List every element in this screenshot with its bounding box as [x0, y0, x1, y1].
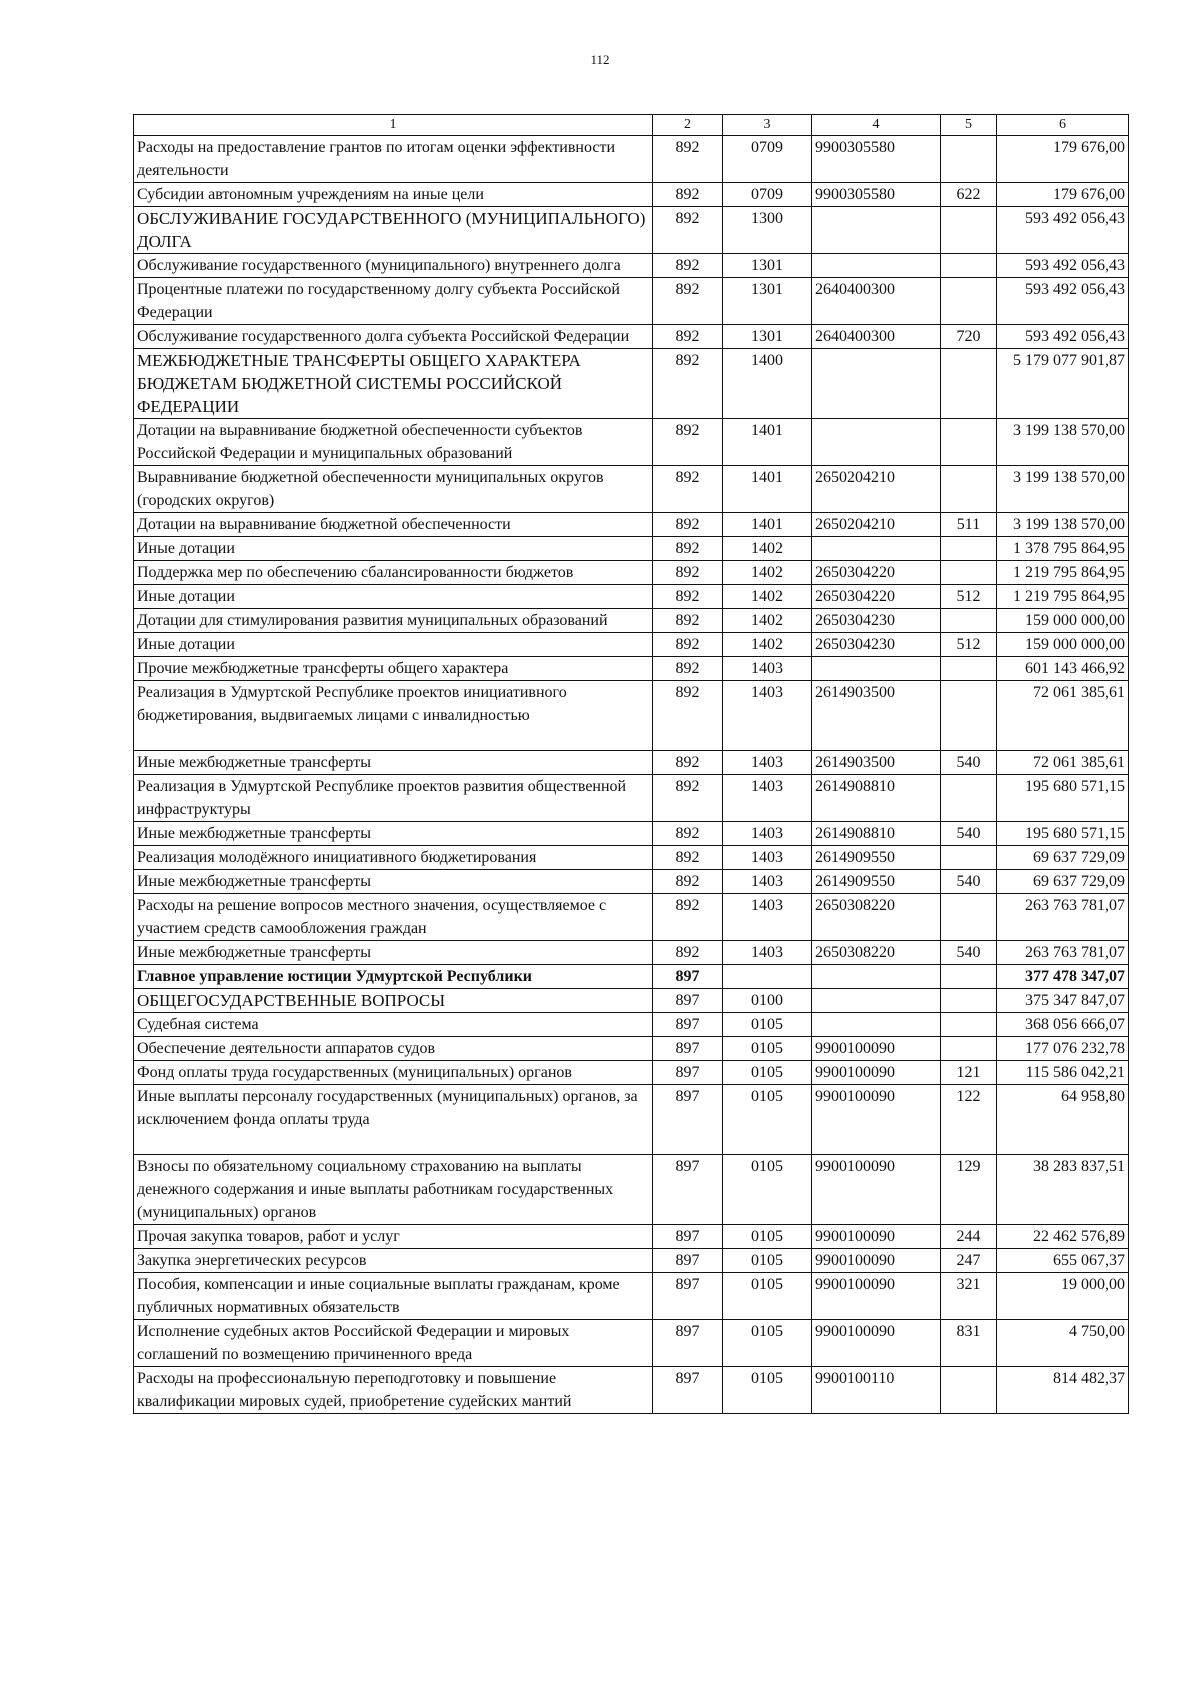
row-name: Обслуживание государственного (муниципального) внутреннего долга: [134, 254, 653, 278]
section-code: 0105: [723, 1225, 812, 1249]
amount: 195 680 571,15: [997, 775, 1129, 822]
table-row: [134, 254, 1129, 278]
row-name: Иные межбюджетные трансферты: [134, 822, 653, 846]
table-row: [134, 136, 1129, 183]
table-row: [134, 894, 1129, 941]
amount: 3 199 138 570,00: [997, 513, 1129, 537]
table-row: [134, 419, 1129, 466]
ministry-code: 892: [653, 349, 723, 419]
amount: 263 763 781,07: [997, 941, 1129, 965]
table-row: [134, 1013, 1129, 1037]
row-name: Реализация молодёжного инициативного бюджетирования: [134, 846, 653, 870]
ministry-code: 892: [653, 585, 723, 609]
target-article: 9900100110: [812, 1367, 941, 1414]
target-article: 2614903500: [812, 751, 941, 775]
expense-type: [941, 207, 997, 254]
ministry-code: 897: [653, 1273, 723, 1320]
target-article: 2640400300: [812, 278, 941, 325]
row-name: Прочие межбюджетные трансферты общего характера: [134, 657, 653, 681]
amount: 368 056 666,07: [997, 1013, 1129, 1037]
row-name: Иные межбюджетные трансферты: [134, 870, 653, 894]
ministry-code: 892: [653, 775, 723, 822]
ministry-code: 892: [653, 207, 723, 254]
expense-type: 244: [941, 1225, 997, 1249]
amount: 22 462 576,89: [997, 1225, 1129, 1249]
expense-type: 511: [941, 513, 997, 537]
table-row: [134, 325, 1129, 349]
amount: 177 076 232,78: [997, 1037, 1129, 1061]
target-article: 9900305580: [812, 136, 941, 183]
ministry-code: 892: [653, 822, 723, 846]
table-row: [134, 466, 1129, 513]
table-row: [134, 1085, 1129, 1155]
page-number: 112: [590, 52, 610, 67]
ministry-code: 897: [653, 1013, 723, 1037]
table-row: [134, 1320, 1129, 1367]
amount: 19 000,00: [997, 1273, 1129, 1320]
row-name: Расходы на решение вопросов местного значения, осуществляемое с участием средств самообложения граждан: [134, 894, 653, 941]
target-article: 2650304220: [812, 585, 941, 609]
section-code: 0105: [723, 1249, 812, 1273]
amount: 3 199 138 570,00: [997, 419, 1129, 466]
ministry-code: 892: [653, 751, 723, 775]
expense-type: [941, 419, 997, 466]
budget-table: [133, 114, 1129, 1414]
target-article: 9900100090: [812, 1249, 941, 1273]
section-code: 1401: [723, 419, 812, 466]
target-article: 9900100090: [812, 1037, 941, 1061]
table-row: [134, 822, 1129, 846]
section-code: 0709: [723, 136, 812, 183]
table-row: [134, 207, 1129, 254]
amount: 593 492 056,43: [997, 278, 1129, 325]
row-name: Обслуживание государственного долга субъекта Российской Федерации: [134, 325, 653, 349]
ministry-code: 897: [653, 1085, 723, 1155]
column-header: 1: [134, 115, 653, 136]
amount: 1 378 795 864,95: [997, 537, 1129, 561]
ministry-code: 897: [653, 1155, 723, 1225]
ministry-code: 897: [653, 989, 723, 1013]
expense-type: [941, 989, 997, 1013]
expense-type: [941, 349, 997, 419]
ministry-code: 897: [653, 1249, 723, 1273]
row-name: Субсидии автономным учреждениям на иные цели: [134, 183, 653, 207]
row-name: Дотации на выравнивание бюджетной обеспеченности: [134, 513, 653, 537]
row-name: МЕЖБЮДЖЕТНЫЕ ТРАНСФЕРТЫ ОБЩЕГО ХАРАКТЕРА БЮДЖЕТАМ БЮДЖЕТНОЙ СИСТЕМЫ РОССИЙСКОЙ ФЕДЕРАЦИИ: [134, 349, 653, 419]
target-article: 2650308220: [812, 941, 941, 965]
table-row: [134, 609, 1129, 633]
table-row: [134, 751, 1129, 775]
table-row: [134, 681, 1129, 751]
target-article: 2650308220: [812, 894, 941, 941]
expense-type: 540: [941, 751, 997, 775]
ministry-code: 892: [653, 537, 723, 561]
amount: 5 179 077 901,87: [997, 349, 1129, 419]
table-row: [134, 513, 1129, 537]
row-name: Поддержка мер по обеспечению сбалансированности бюджетов: [134, 561, 653, 585]
section-code: 1402: [723, 633, 812, 657]
table-row: [134, 941, 1129, 965]
table-row: [134, 1273, 1129, 1320]
ministry-code: 892: [653, 941, 723, 965]
expense-type: [941, 1037, 997, 1061]
row-name: Взносы по обязательному социальному страхованию на выплаты денежного содержания и иные выплаты работникам государственных (муниципальных) органов: [134, 1155, 653, 1225]
row-name: Главное управление юстиции Удмуртской Республики: [134, 965, 653, 989]
section-code: 1300: [723, 207, 812, 254]
expense-type: 512: [941, 633, 997, 657]
ministry-code: 892: [653, 513, 723, 537]
row-name: Исполнение судебных актов Российской Федерации и мировых соглашений по возмещению причиненного вреда: [134, 1320, 653, 1367]
ministry-code: 897: [653, 1367, 723, 1414]
expense-type: [941, 965, 997, 989]
amount: 64 958,80: [997, 1085, 1129, 1155]
expense-type: [941, 136, 997, 183]
section-code: 1301: [723, 254, 812, 278]
table-row: [134, 349, 1129, 419]
table-row: [134, 965, 1129, 989]
section-code: 1403: [723, 822, 812, 846]
ministry-code: 897: [653, 1225, 723, 1249]
ministry-code: 892: [653, 561, 723, 585]
section-code: 1301: [723, 278, 812, 325]
table-row: [134, 989, 1129, 1013]
row-name: Реализация в Удмуртской Республике проектов инициативного бюджетирования, выдвигаемых лицами с инвалидностью: [134, 681, 653, 751]
target-article: [812, 349, 941, 419]
table-row: [134, 1225, 1129, 1249]
section-code: 0105: [723, 1085, 812, 1155]
expense-type: [941, 846, 997, 870]
amount: 375 347 847,07: [997, 989, 1129, 1013]
ministry-code: 892: [653, 609, 723, 633]
ministry-code: 897: [653, 965, 723, 989]
section-code: 0100: [723, 989, 812, 1013]
section-code: 0105: [723, 1367, 812, 1414]
target-article: [812, 965, 941, 989]
ministry-code: 892: [653, 846, 723, 870]
table-row: [134, 775, 1129, 822]
target-article: 2640400300: [812, 325, 941, 349]
section-code: 0709: [723, 183, 812, 207]
expense-type: 540: [941, 822, 997, 846]
amount: 195 680 571,15: [997, 822, 1129, 846]
table-row: [134, 633, 1129, 657]
expense-type: 121: [941, 1061, 997, 1085]
expense-type: [941, 1367, 997, 1414]
row-name: Реализация в Удмуртской Республике проектов развития общественной инфраструктуры: [134, 775, 653, 822]
target-article: [812, 254, 941, 278]
target-article: 2614909550: [812, 870, 941, 894]
expense-type: [941, 609, 997, 633]
section-code: 0105: [723, 1155, 812, 1225]
amount: 69 637 729,09: [997, 846, 1129, 870]
expense-type: [941, 278, 997, 325]
ministry-code: 897: [653, 1061, 723, 1085]
row-name: Иные дотации: [134, 633, 653, 657]
column-header: 5: [941, 115, 997, 136]
table-row: [134, 1037, 1129, 1061]
table-row: [134, 1249, 1129, 1273]
amount: 655 067,37: [997, 1249, 1129, 1273]
amount: 1 219 795 864,95: [997, 585, 1129, 609]
expense-type: 247: [941, 1249, 997, 1273]
target-article: [812, 657, 941, 681]
section-code: 1301: [723, 325, 812, 349]
expense-type: 540: [941, 870, 997, 894]
target-article: 9900100090: [812, 1085, 941, 1155]
column-header: 3: [723, 115, 812, 136]
amount: 601 143 466,92: [997, 657, 1129, 681]
amount: 593 492 056,43: [997, 325, 1129, 349]
section-code: 1402: [723, 561, 812, 585]
row-name: Расходы на профессиональную переподготовку и повышение квалификации мировых судей, приобретение судейских мантий: [134, 1367, 653, 1414]
section-code: 1400: [723, 349, 812, 419]
row-name: Дотации для стимулирования развития муниципальных образований: [134, 609, 653, 633]
target-article: [812, 989, 941, 1013]
target-article: 2650304230: [812, 609, 941, 633]
section-code: 0105: [723, 1061, 812, 1085]
row-name: Закупка энергетических ресурсов: [134, 1249, 653, 1273]
target-article: 2614903500: [812, 681, 941, 751]
amount: 72 061 385,61: [997, 751, 1129, 775]
target-article: 2614908810: [812, 775, 941, 822]
expense-type: [941, 681, 997, 751]
section-code: 1403: [723, 894, 812, 941]
ministry-code: 892: [653, 633, 723, 657]
column-number-row: [134, 115, 1129, 136]
expense-type: [941, 466, 997, 513]
ministry-code: 892: [653, 419, 723, 466]
target-article: 9900100090: [812, 1320, 941, 1367]
ministry-code: 897: [653, 1037, 723, 1061]
section-code: 1402: [723, 537, 812, 561]
row-name: Процентные платежи по государственному долгу субъекта Российской Федерации: [134, 278, 653, 325]
table-row: [134, 585, 1129, 609]
target-article: [812, 537, 941, 561]
row-name: Дотации на выравнивание бюджетной обеспеченности субъектов Российской Федерации и муниципальных образований: [134, 419, 653, 466]
row-name: Прочая закупка товаров, работ и услуг: [134, 1225, 653, 1249]
row-name: Судебная система: [134, 1013, 653, 1037]
row-name: ОБСЛУЖИВАНИЕ ГОСУДАРСТВЕННОГО (МУНИЦИПАЛЬНОГО) ДОЛГА: [134, 207, 653, 254]
target-article: [812, 207, 941, 254]
section-code: 1402: [723, 609, 812, 633]
table-row: [134, 1061, 1129, 1085]
amount: 814 482,37: [997, 1367, 1129, 1414]
amount: 69 637 729,09: [997, 870, 1129, 894]
section-code: 1403: [723, 846, 812, 870]
section-code: 0105: [723, 1037, 812, 1061]
amount: 38 283 837,51: [997, 1155, 1129, 1225]
section-code: 1401: [723, 466, 812, 513]
table-row: [134, 537, 1129, 561]
target-article: 2614909550: [812, 846, 941, 870]
section-code: 1403: [723, 941, 812, 965]
target-article: 9900100090: [812, 1273, 941, 1320]
amount: 593 492 056,43: [997, 207, 1129, 254]
ministry-code: 892: [653, 681, 723, 751]
target-article: 2650204210: [812, 466, 941, 513]
amount: 1 219 795 864,95: [997, 561, 1129, 585]
section-code: [723, 965, 812, 989]
row-name: Иные межбюджетные трансферты: [134, 941, 653, 965]
section-code: 1403: [723, 775, 812, 822]
amount: 3 199 138 570,00: [997, 466, 1129, 513]
amount: 179 676,00: [997, 136, 1129, 183]
expense-type: [941, 537, 997, 561]
row-name: ОБЩЕГОСУДАРСТВЕННЫЕ ВОПРОСЫ: [134, 989, 653, 1013]
table-row: [134, 1367, 1129, 1414]
expense-type: [941, 561, 997, 585]
row-name: Выравнивание бюджетной обеспеченности муниципальных округов (городских округов): [134, 466, 653, 513]
expense-type: 122: [941, 1085, 997, 1155]
target-article: 9900100090: [812, 1155, 941, 1225]
target-article: 2650304230: [812, 633, 941, 657]
row-name: Пособия, компенсации и иные социальные выплаты гражданам, кроме публичных нормативных обязательств: [134, 1273, 653, 1320]
column-header: 4: [812, 115, 941, 136]
amount: 159 000 000,00: [997, 633, 1129, 657]
expense-type: 512: [941, 585, 997, 609]
target-article: 2650304220: [812, 561, 941, 585]
expense-type: [941, 254, 997, 278]
expense-type: 321: [941, 1273, 997, 1320]
section-code: 1401: [723, 513, 812, 537]
table-row: [134, 561, 1129, 585]
section-code: 1403: [723, 751, 812, 775]
ministry-code: 892: [653, 254, 723, 278]
section-code: 1403: [723, 681, 812, 751]
ministry-code: 892: [653, 278, 723, 325]
expense-type: [941, 1013, 997, 1037]
target-article: 9900305580: [812, 183, 941, 207]
table-row: [134, 278, 1129, 325]
target-article: 2614908810: [812, 822, 941, 846]
amount: 593 492 056,43: [997, 254, 1129, 278]
section-code: 0105: [723, 1013, 812, 1037]
column-header: 2: [653, 115, 723, 136]
expense-type: 540: [941, 941, 997, 965]
amount: 263 763 781,07: [997, 894, 1129, 941]
expense-type: 831: [941, 1320, 997, 1367]
amount: 159 000 000,00: [997, 609, 1129, 633]
table-row: [134, 846, 1129, 870]
expense-type: 622: [941, 183, 997, 207]
amount: 179 676,00: [997, 183, 1129, 207]
table-row: [134, 1155, 1129, 1225]
ministry-code: 892: [653, 136, 723, 183]
row-name: Иные дотации: [134, 585, 653, 609]
expense-type: [941, 894, 997, 941]
section-code: 1403: [723, 657, 812, 681]
target-article: 2650204210: [812, 513, 941, 537]
target-article: [812, 1013, 941, 1037]
table-row: [134, 657, 1129, 681]
ministry-code: 892: [653, 894, 723, 941]
section-code: 0105: [723, 1273, 812, 1320]
expense-type: [941, 657, 997, 681]
row-name: Иные межбюджетные трансферты: [134, 751, 653, 775]
target-article: 9900100090: [812, 1061, 941, 1085]
amount: 377 478 347,07: [997, 965, 1129, 989]
ministry-code: 892: [653, 657, 723, 681]
section-code: 1403: [723, 870, 812, 894]
ministry-code: 892: [653, 870, 723, 894]
expense-type: [941, 775, 997, 822]
ministry-code: 897: [653, 1320, 723, 1367]
ministry-code: 892: [653, 466, 723, 513]
target-article: 9900100090: [812, 1225, 941, 1249]
row-name: Фонд оплаты труда государственных (муниципальных) органов: [134, 1061, 653, 1085]
column-header: 6: [997, 115, 1129, 136]
table-row: [134, 183, 1129, 207]
table-row: [134, 870, 1129, 894]
row-name: Расходы на предоставление грантов по итогам оценки эффективности деятельности: [134, 136, 653, 183]
amount: 72 061 385,61: [997, 681, 1129, 751]
ministry-code: 892: [653, 183, 723, 207]
target-article: [812, 419, 941, 466]
row-name: Иные дотации: [134, 537, 653, 561]
row-name: Обеспечение деятельности аппаратов судов: [134, 1037, 653, 1061]
ministry-code: 892: [653, 325, 723, 349]
row-name: Иные выплаты персоналу государственных (муниципальных) органов, за исключением фонда оплаты труда: [134, 1085, 653, 1155]
amount: 115 586 042,21: [997, 1061, 1129, 1085]
section-code: 1402: [723, 585, 812, 609]
expense-type: 720: [941, 325, 997, 349]
section-code: 0105: [723, 1320, 812, 1367]
expense-type: 129: [941, 1155, 997, 1225]
amount: 4 750,00: [997, 1320, 1129, 1367]
